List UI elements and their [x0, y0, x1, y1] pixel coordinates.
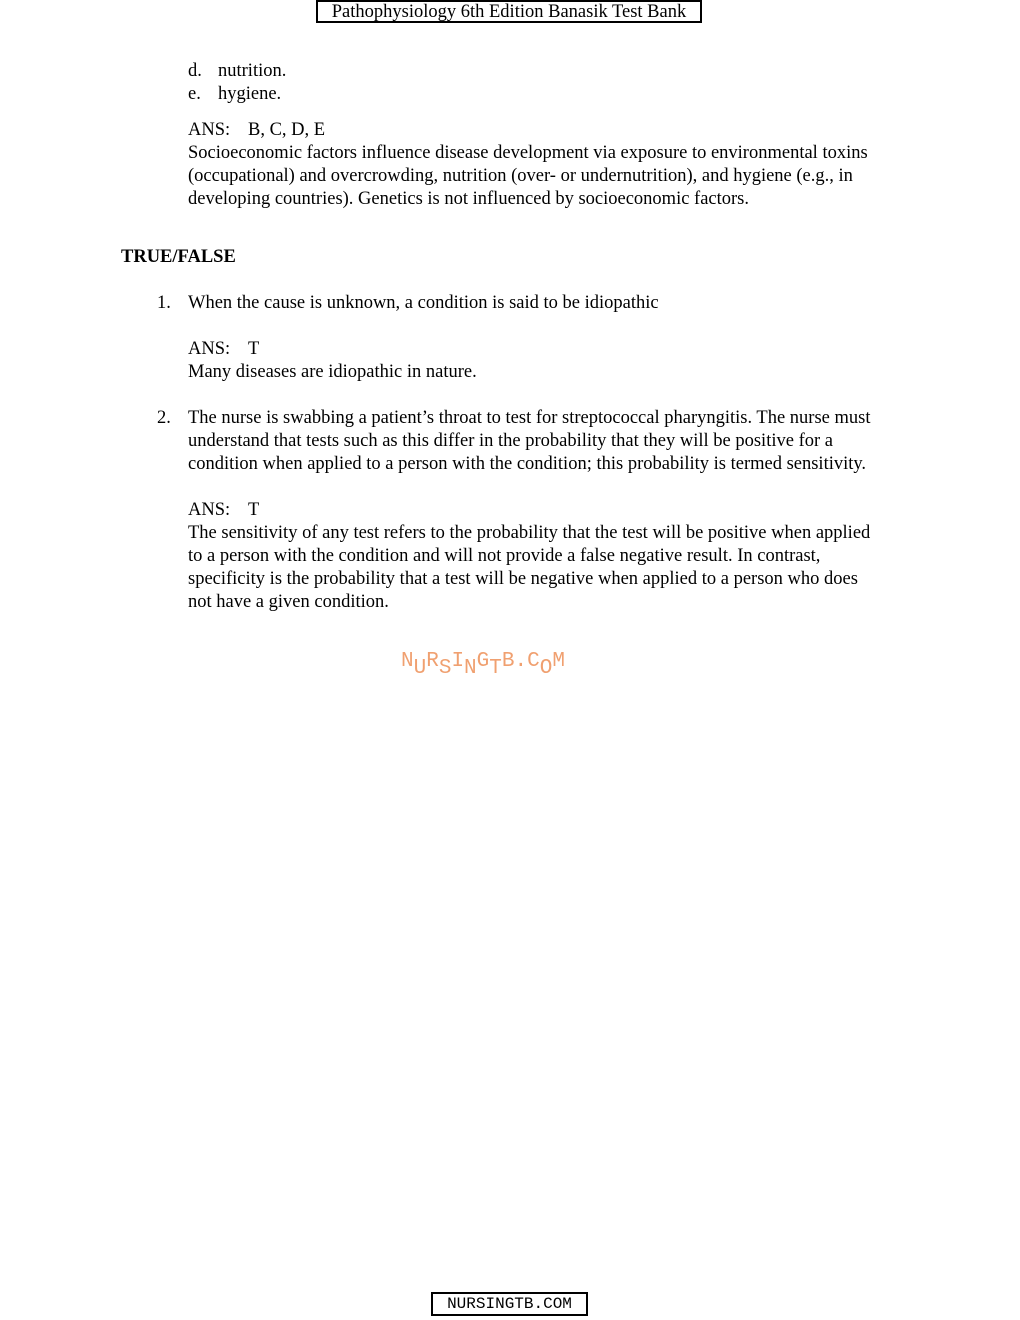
watermark-char: I [451, 650, 465, 673]
question-stem-line: understand that tests such as this differ in the probability that they will be positive for a [188, 431, 833, 451]
rationale-line: specificity is the probability that a test will be negative when applied to a person who does [188, 569, 858, 589]
watermark-char: T [489, 657, 502, 680]
option-letter: e. [188, 84, 201, 104]
answer-line [188, 119, 933, 142]
page-header-title: Pathophysiology 6th Edition Banasik Test Bank [316, 0, 702, 23]
rationale-line: not have a given condition. [188, 592, 389, 612]
answer-label: ANS: [188, 500, 231, 520]
option-text: nutrition. [218, 61, 287, 81]
page-footer-link[interactable]: NURSINGTB.COM [431, 1292, 588, 1316]
answer-value: T [248, 500, 260, 520]
answer-line [188, 499, 933, 522]
answer-label: ANS: [188, 339, 231, 359]
rationale-line: to a person with the condition and will not provide a false negative result. In contrast, [188, 546, 821, 566]
prev-answer-block [188, 119, 933, 211]
answer-line [188, 338, 933, 361]
answer-value: B, C, D, E [248, 120, 326, 140]
question-stem-line: condition when applied to a person with the condition; this probability is termed sensitivity. [188, 454, 867, 474]
option-letter: d. [188, 61, 202, 81]
option-e [188, 83, 281, 106]
option-text: hygiene. [218, 84, 282, 104]
watermark-logo [401, 650, 565, 680]
question-1 [157, 292, 933, 315]
watermark-char: O [539, 657, 553, 680]
watermark-char: N [401, 650, 414, 673]
watermark-char: U [413, 657, 427, 680]
question-number: 2. [157, 408, 171, 428]
watermark-char: G [476, 650, 490, 673]
question-stem-line: When the cause is unknown, a condition is said to be idiopathic [188, 293, 659, 313]
answer-block-1 [188, 338, 933, 384]
watermark-char: B [501, 650, 515, 673]
rationale-line: Socioeconomic factors influence disease development via exposure to environmental toxins [188, 143, 868, 163]
rationale-line: Many diseases are idiopathic in nature. [188, 362, 477, 382]
rationale-line: (occupational) and overcrowding, nutrition (over- or undernutrition), and hygiene (e.g., in [188, 166, 853, 186]
option-d [188, 60, 286, 83]
rationale-line: developing countries). Genetics is not influenced by socioeconomic factors. [188, 189, 749, 209]
answer-block-2 [188, 499, 933, 614]
watermark-char: R [426, 650, 439, 673]
watermark-char: S [438, 657, 452, 680]
watermark-char: . [514, 650, 528, 673]
watermark-char: M [552, 650, 565, 673]
question-number: 1. [157, 293, 171, 313]
watermark-char: N [464, 657, 477, 680]
question-stem-line: The nurse is swabbing a patient’s throat to test for streptococcal pharyngitis. The nurse must [188, 408, 871, 428]
rationale-line: The sensitivity of any test refers to the probability that the test will be positive when applied [188, 523, 871, 543]
section-title: TRUE/FALSE [121, 247, 236, 267]
question-2 [157, 407, 933, 476]
watermark-char: C [527, 650, 540, 673]
answer-label: ANS: [188, 120, 231, 140]
answer-value: T [248, 339, 260, 359]
